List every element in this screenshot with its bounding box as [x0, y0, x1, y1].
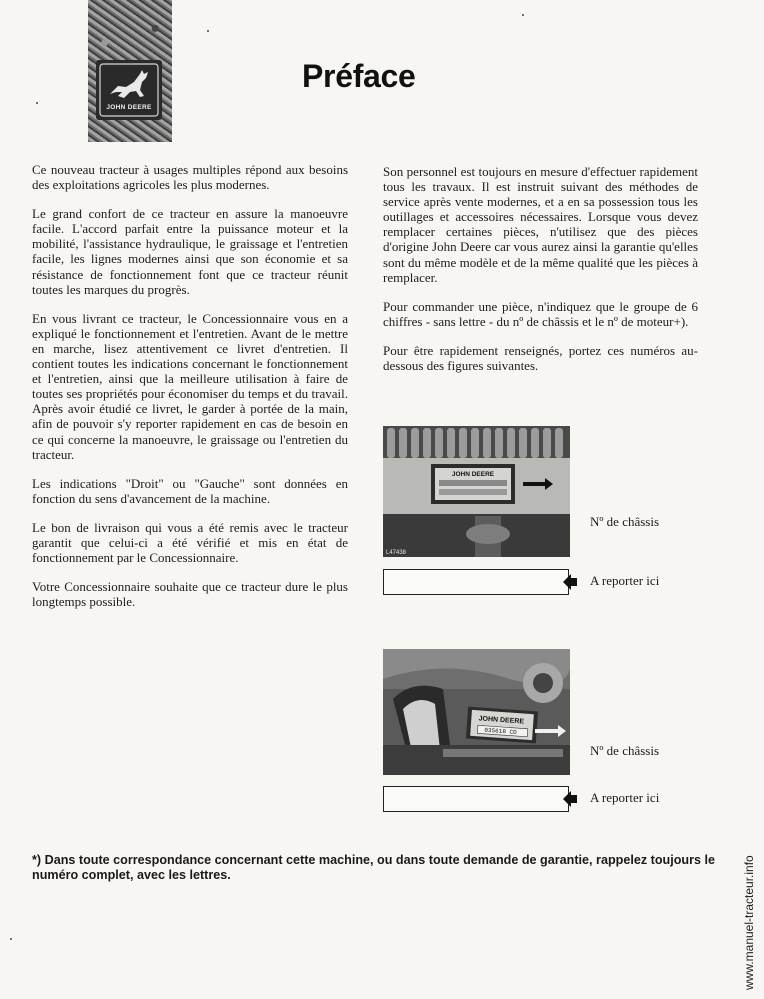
photo-code: L47438 [386, 550, 407, 556]
chassis-photo-1 [383, 426, 570, 557]
page-title: Préface [302, 58, 416, 94]
paragraph: En vous livrant ce tracteur, le Concessionnaire vous en a expliqué le fonctionnement et l'entretien. Avant de le mettre en marche, lisez attentivement ce livret d'entretien. Il contient toutes les indications concernant le fonctionnement et l'entretien, ainsi que la meilleure utilisation à faire de toutes ses propriétés pour économiser du temps et du travail. Après avoir étudié ce livret, le garder à portée de la main, afin de pouvoir s'y reporter rapidement en cas de besoin en ce qui concerne la manoeuvre, le graissage ou l'entretien du tracteur. [32, 310, 348, 462]
logo-label: JOHN DEERE [106, 104, 152, 111]
paragraph: Son personnel est toujours en mesure d'effectuer rapidement tous les travaux. Il est instruit suivant des méthodes de service après vente modernes, et a en sa possession tous les outillages et accessoires nécessaires. Lorsque vous devez remplacer certaines pièces, n'utilisez que des pièces d'origine John Deere car vous aurez ainsi la garantie qu'elles sont du même modèle et de la même qualité que les pièces à remplacer. [383, 164, 698, 285]
chassis-number-field-1[interactable] [383, 569, 569, 595]
deer-icon [96, 60, 162, 120]
scan-speck [522, 14, 524, 16]
paragraph: Pour commander une pièce, n'indiquez que le groupe de 6 chiffres - sans lettre - du nº de châssis et le nº de moteur+). [383, 298, 698, 329]
right-column [383, 164, 698, 387]
plate-label: JOHN DEERE [478, 715, 525, 726]
plate-number: 035618 CD [484, 726, 517, 737]
john-deere-logo [96, 60, 162, 120]
scan-speck [10, 938, 12, 940]
chassis-number-caption: Nº de châssis [590, 514, 660, 529]
paragraph: Les indications "Droit" ou "Gauche" sont données en fonction du sens d'avancement de la machine. [32, 475, 348, 506]
paragraph: Le grand confort de ce tracteur en assure la manoeuvre facile. L'accord parfait entre la puissance moteur et la mobilité, l'assistance hydraulique, le graissage et l'entretien facile, les lignes modernes ainsi que son économie et sa résistance de fonctionnement font que ce tracteur réunit toutes les marques du progrès. [32, 206, 348, 297]
scan-speck [36, 102, 38, 104]
arrow-left-icon [563, 791, 577, 807]
chassis-number-caption: Nº de châssis [590, 743, 660, 758]
paragraph: Pour être rapidement renseignés, portez ces numéros au-dessous des figures suivantes. [383, 342, 698, 374]
arrow-left-icon [563, 574, 577, 590]
scan-speck [207, 30, 209, 32]
report-here-label: A reporter ici [590, 573, 660, 588]
chassis-number-field-2[interactable] [383, 786, 569, 812]
paragraph: Ce nouveau tracteur à usages multiples répond aux besoins des exploitations agricoles les plus modernes. [32, 162, 348, 193]
paragraph: Le bon de livraison qui vous a été remis avec le tracteur garantit que celui-ci a été vérifié et mis en état de fonctionnement par le Concessionnaire. [32, 519, 348, 566]
footnote: *) Dans toute correspondance concernant cette machine, ou dans toute demande de garantie, rappelez toujours le numéro complet, avec les lettres. [32, 853, 716, 882]
paragraph: Votre Concessionnaire souhaite que ce tracteur dure le plus longtemps possible. [32, 579, 348, 610]
watermark: www.manuel-tracteur.info [742, 855, 756, 990]
plate-label: JOHN DEERE [451, 471, 495, 478]
chassis-photo-2 [383, 649, 570, 775]
report-here-label: A reporter ici [590, 790, 660, 805]
left-column [32, 162, 348, 623]
